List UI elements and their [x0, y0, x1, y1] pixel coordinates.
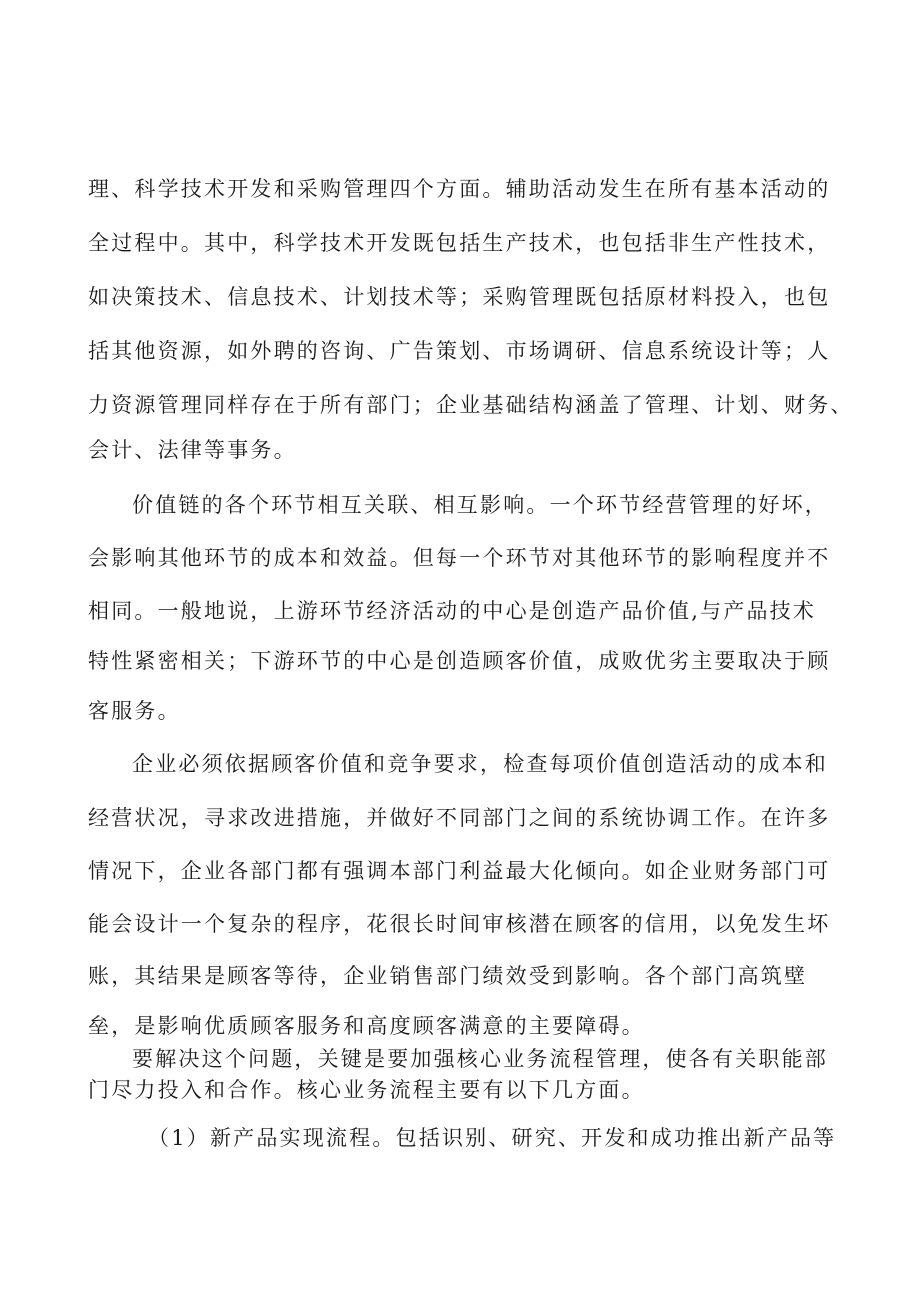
- text-line: 如决策技术、信息技术、计划技术等；采购管理既包括原材料投入，也包: [88, 285, 831, 309]
- text-line: （1）新产品实现流程。包括识别、研究、开发和成功推出新产品等: [148, 1126, 837, 1150]
- text-line: 括其他资源，如外聘的咨询、广告策划、市场调研、信息系统设计等；人: [88, 339, 831, 363]
- text-line: 力资源管理同样存在于所有部门；企业基础结构涵盖了管理、计划、财务、: [88, 393, 854, 417]
- text-line: 会计、法律等事务。: [88, 438, 297, 462]
- text-line: 特性紧密相关；下游环节的中心是创造顾客价值，成败优劣主要取决于顾: [88, 649, 831, 673]
- text-line: 客服务。: [88, 699, 181, 723]
- text-line: 能会设计一个复杂的程序，花很长时间审核潜在顾客的信用，以免发生坏: [88, 912, 831, 936]
- text-line: 要解决这个问题，关键是要加强核心业务流程管理，使各有关职能部: [132, 1047, 828, 1071]
- text-line: 全过程中。其中，科学技术开发既包括生产技术，也包括非生产性技术，: [88, 231, 831, 255]
- text-line: 相同。一般地说，上游环节经济活动的中心是创造产品价值,与产品技术: [88, 599, 817, 623]
- text-line: 经营状况，寻求改进措施，并做好不同部门之间的系统协调工作。在许多: [88, 806, 831, 830]
- text-line: 价值链的各个环节相互关联、相互影响。一个环节经营管理的好坏，: [132, 493, 828, 517]
- text-line: 垒，是影响优质顾客服务和高度顾客满意的主要障碍。: [88, 1014, 645, 1038]
- text-line: 情况下，企业各部门都有强调本部门利益最大化倾向。如企业财务部门可: [88, 859, 831, 883]
- text-line: 账，其结果是顾客等待，企业销售部门绩效受到影响。各个部门高筑壁: [88, 964, 808, 988]
- text-line: 会影响其他环节的成本和效益。但每一个环节对其他环节的影响程度并不: [88, 546, 831, 570]
- text-line: 企业必须依据顾客价值和竞争要求，检查每项价值创造活动的成本和: [132, 752, 828, 776]
- text-line: 理、科学技术开发和采购管理四个方面。辅助活动发生在所有基本活动的: [88, 177, 831, 201]
- text-line: 门尽力投入和合作。核心业务流程主要有以下几方面。: [88, 1078, 645, 1102]
